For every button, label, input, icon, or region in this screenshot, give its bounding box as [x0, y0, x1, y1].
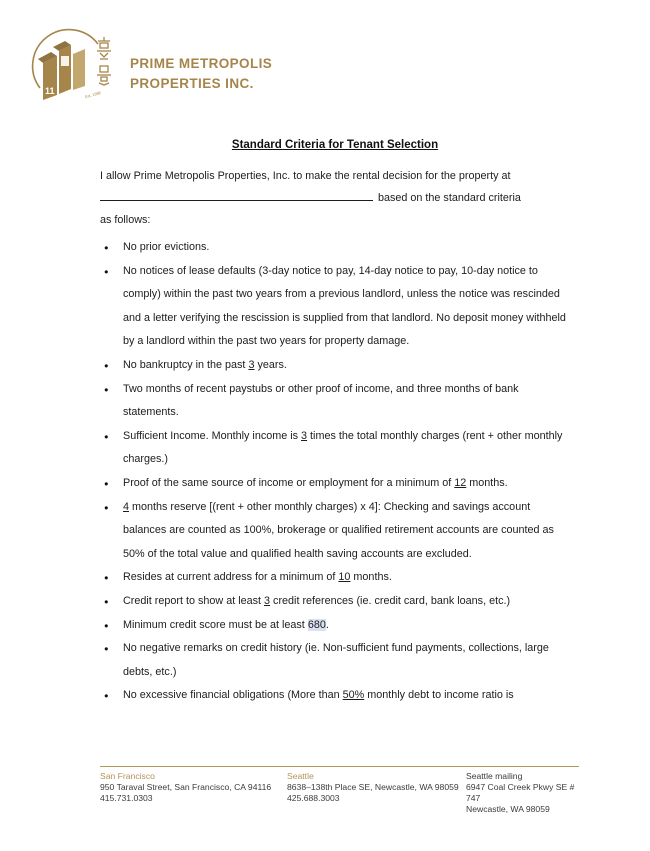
criteria-item: ● No prior evictions. — [100, 236, 570, 260]
buildings-icon — [38, 41, 85, 100]
company-name-line1: PRIME METROPOLIS — [130, 56, 273, 71]
criteria-list — [100, 236, 570, 708]
company-logo — [30, 26, 272, 108]
underlined-value: 3 — [264, 594, 271, 607]
criteria-item: ● No excessive financial obligations (More than 50% monthly debt to income ratio is — [100, 684, 570, 708]
office-line: 950 Taraval Street, San Francisco, CA 94116 — [100, 782, 272, 792]
criteria-item: ● Resides at current address for a minimum of 10 months. — [100, 566, 570, 590]
office-line: 415.731.0303 — [100, 793, 153, 803]
office-heading: Seattle — [287, 771, 314, 781]
office-column — [287, 771, 466, 815]
company-name-line2: PROPERTIES INC. — [130, 76, 254, 91]
intro-line-1: I allow Prime Metropolis Properties, Inc. to make the rental decision for the property at — [100, 170, 511, 182]
criteria-item: ● Sufficient Income. Monthly income is 3 times the total monthly charges (rent + other monthly charges.) — [100, 425, 570, 472]
criteria-item: ● No notices of lease defaults (3-day notice to pay, 14-day notice to pay, 10-day notice to comply) within the past two years from a previous landlord, unless the notice was rescinded and a letter verifying the rescission is supplied from that landlord. No deposit money withheld by a landlord within the past two years for property damage. — [100, 260, 570, 354]
intro-paragraph — [100, 165, 570, 231]
criteria-item: ● Proof of the same source of income or employment for a minimum of 12 months. — [100, 472, 570, 496]
footer-offices — [100, 766, 579, 815]
intro-line-2 — [100, 187, 570, 209]
criteria-item: ● 4 months reserve [(rent + other monthly charges) x 4]: Checking and savings account balances are counted as 100%, brokerage or qualified retirement accounts are counted as 50% of the total value and qualified health saving accounts are excluded. — [100, 496, 570, 567]
page-title: Standard Criteria for Tenant Selection — [231, 139, 439, 151]
property-address-blank[interactable] — [100, 190, 373, 201]
document-content — [100, 139, 570, 708]
logo-number-11: 11 — [45, 86, 55, 96]
underlined-value: 3 — [248, 358, 255, 371]
credit-score-field[interactable]: 680 — [307, 618, 326, 631]
office-line: 425.688.3003 — [287, 793, 340, 803]
underlined-value: 10 — [338, 571, 351, 584]
office-line: 8638–138th Place SE, Newcastle, WA 98059 — [287, 782, 459, 792]
underlined-value: 12 — [454, 476, 467, 489]
criteria-item: ● Credit report to show at least 3 credit references (ie. credit card, bank loans, etc.) — [100, 590, 570, 614]
criteria-item: ● Two months of recent paystubs or other proof of income, and three months of bank statements. — [100, 378, 570, 425]
office-line: Newcastle, WA 98059 — [466, 804, 550, 814]
logo-established-text: Est. 1988 — [84, 91, 102, 100]
criteria-item: ● No bankruptcy in the past 3 years. — [100, 354, 570, 378]
company-logo-emblem — [30, 26, 120, 108]
criteria-item: ● Minimum credit score must be at least 680. — [100, 614, 570, 638]
company-wordmark — [130, 54, 272, 108]
underlined-value: 3 — [301, 429, 308, 442]
underlined-value: 50% — [342, 689, 365, 702]
office-heading: San Francisco — [100, 771, 155, 781]
office-column — [100, 771, 287, 815]
intro-line-2-text: based on the standard criteria — [378, 192, 521, 204]
office-column — [466, 771, 579, 815]
intro-line-3: as follows: — [100, 214, 151, 226]
office-heading: Seattle mailing — [466, 771, 523, 781]
underlined-value: 4 — [123, 500, 130, 513]
chinese-characters-hao-jing-icon — [97, 37, 111, 85]
criteria-item: ● No negative remarks on credit history (ie. Non-sufficient fund payments, collections, large debts, etc.) — [100, 637, 570, 684]
office-line: 6947 Coal Creek Pkwy SE # 747 — [466, 782, 575, 803]
